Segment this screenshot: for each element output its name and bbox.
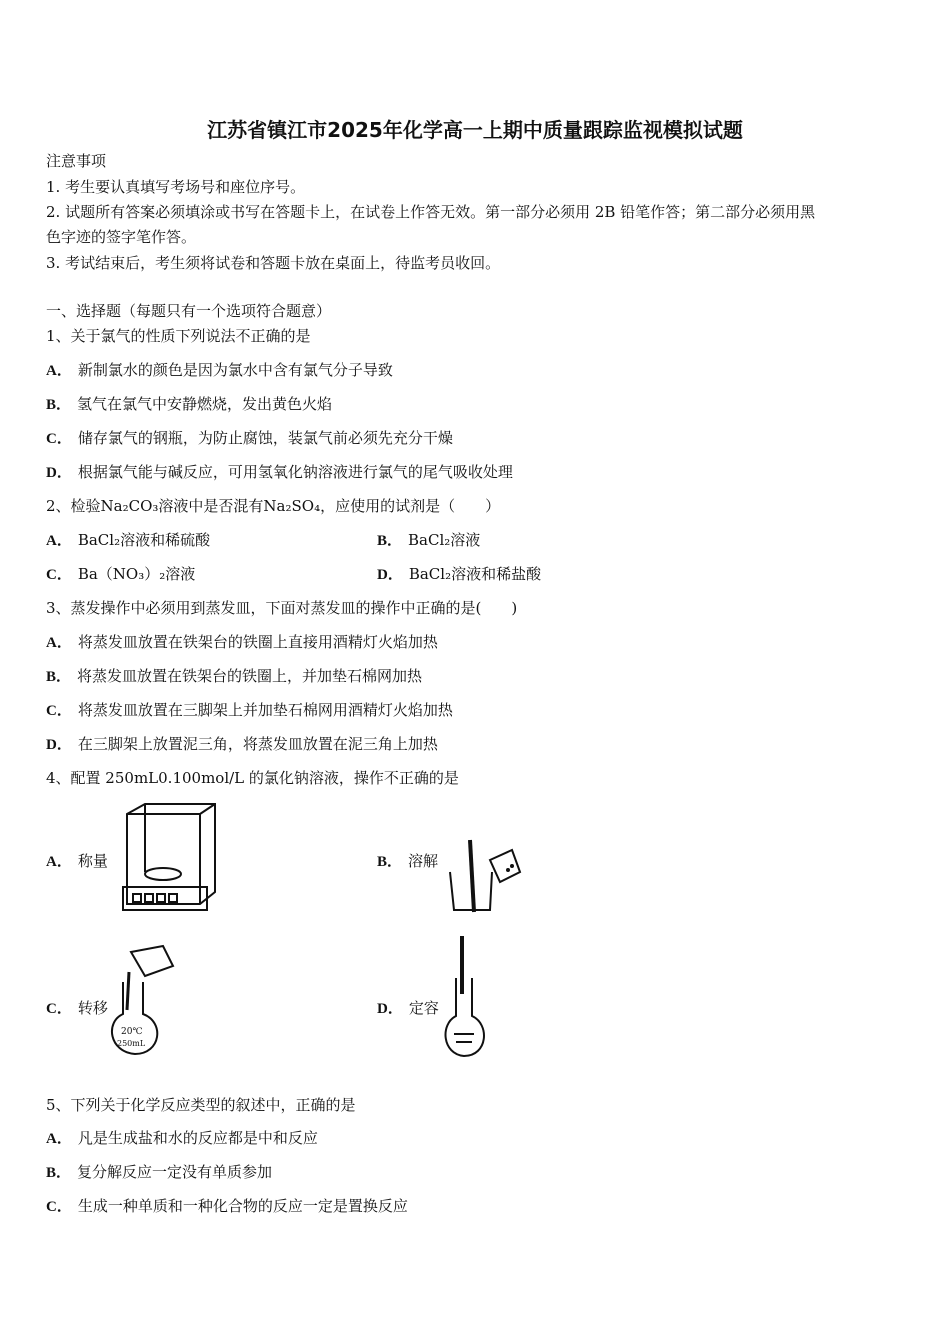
- option: [46, 999, 108, 1018]
- option-label: D．: [377, 567, 403, 583]
- option-label: B．: [46, 397, 72, 413]
- option: [46, 429, 453, 448]
- page-title: 江苏省镇江市2025年化学高一上期中质量跟踪监视模拟试题: [207, 118, 743, 142]
- option: [46, 1163, 272, 1182]
- option-text: 根据氯气能与碱反应，可用氢氧化钠溶液进行氯气的尾气吸收处理: [77, 463, 513, 481]
- option-label: A．: [46, 363, 72, 379]
- option: [46, 463, 513, 482]
- question-stem: 4、配置 250mL0.100mol/L 的氯化钠溶液，操作不正确的是: [46, 769, 459, 787]
- option-text: 氢气在氯气中安静燃烧，发出黄色火焰: [77, 395, 333, 413]
- option-label: B．: [377, 533, 403, 549]
- notice-item: 2. 试题所有答案必须填涂或书写在答题卡上，在试卷上作答无效。第一部分必须用 2B 铅笔作答；第二部分必须用黑: [46, 203, 816, 221]
- option-label: D．: [46, 465, 72, 481]
- option-text: 生成一种单质和一种化合物的反应一定是置换反应: [77, 1197, 408, 1215]
- question-stem: 5、下列关于化学反应类型的叙述中，正确的是: [46, 1096, 356, 1114]
- notice-heading: 注意事项: [46, 152, 107, 170]
- option-text: 储存氯气的钢瓶，为防止腐蚀，装氯气前必须先充分干燥: [77, 429, 453, 447]
- option-text: 将蒸发皿放置在铁架台的铁圈上直接用酒精灯火焰加热: [77, 633, 438, 651]
- notice-item: 色字迹的签字笔作答。: [46, 228, 197, 246]
- question-stem: 2、检验Na₂CO₃溶液中是否混有Na₂SO₄，应使用的试剂是（ ）: [46, 497, 501, 515]
- option: [377, 852, 438, 871]
- option-label: A．: [46, 1131, 72, 1147]
- option-text: BaCl₂溶液和稀硫酸: [77, 531, 211, 549]
- option: [46, 1197, 408, 1216]
- option-text: 复分解反应一定没有单质参加: [77, 1163, 273, 1181]
- section-heading: 一、选择题（每题只有一个选项符合题意）: [46, 302, 332, 320]
- balance-figure: [115, 802, 220, 914]
- option-text: BaCl₂溶液: [408, 531, 481, 549]
- option-label: C．: [46, 1199, 72, 1215]
- option: [46, 531, 210, 550]
- option-text: 在三脚架上放置泥三角，将蒸发皿放置在泥三角上加热: [77, 735, 438, 753]
- option-text: 溶解: [408, 852, 439, 870]
- option-label: A．: [46, 635, 72, 651]
- option-label: C．: [46, 703, 72, 719]
- option-label: B．: [46, 669, 72, 685]
- option: [46, 395, 332, 414]
- option-text: 将蒸发皿放置在铁架台的铁圈上，并加垫石棉网加热: [77, 667, 423, 685]
- question-stem: 3、蒸发操作中必须用到蒸发皿，下面对蒸发皿的操作中正确的是( ): [46, 599, 518, 617]
- flask-mark: 250mL: [117, 1039, 146, 1048]
- option-text: 定容: [408, 999, 439, 1017]
- option: [46, 1129, 318, 1148]
- option: [46, 633, 438, 652]
- option-text: Ba（NO₃）₂溶液: [77, 565, 196, 583]
- option: [377, 999, 439, 1018]
- option-label: B．: [377, 854, 403, 870]
- option: [46, 852, 108, 871]
- option: [377, 531, 480, 550]
- option-label: A．: [46, 533, 72, 549]
- option: [46, 361, 393, 380]
- dissolving-figure: [442, 836, 524, 914]
- option-label: C．: [46, 567, 72, 583]
- option-label: D．: [377, 1001, 403, 1017]
- option: [46, 565, 195, 584]
- flask-mark: 20℃: [121, 1027, 143, 1037]
- option-text: 将蒸发皿放置在三脚架上并加垫石棉网用酒精灯火焰加热: [77, 701, 453, 719]
- notice-item: 1. 考生要认真填写考场号和座位序号。: [46, 178, 306, 196]
- option-text: 转移: [77, 999, 108, 1017]
- option-text: 新制氯水的颜色是因为氯水中含有氯气分子导致: [77, 361, 393, 379]
- transfer-figure: [105, 942, 180, 1058]
- option-text: 称量: [77, 852, 108, 870]
- option: [46, 735, 438, 754]
- question-stem: 1、关于氯气的性质下列说法不正确的是: [46, 327, 311, 345]
- option-text: 凡是生成盐和水的反应都是中和反应: [77, 1129, 318, 1147]
- option-label: D．: [46, 737, 72, 753]
- option: [46, 667, 422, 686]
- fixing-volume-figure: [440, 934, 495, 1060]
- option-label: C．: [46, 431, 72, 447]
- option-text: BaCl₂溶液和稀盐酸: [408, 565, 542, 583]
- notice-item: 3. 考试结束后，考生须将试卷和答题卡放在桌面上，待监考员收回。: [46, 254, 501, 272]
- option: [46, 701, 453, 720]
- option-label: C．: [46, 1001, 72, 1017]
- option: [377, 565, 541, 584]
- option-label: B．: [46, 1165, 72, 1181]
- option-label: A．: [46, 854, 72, 870]
